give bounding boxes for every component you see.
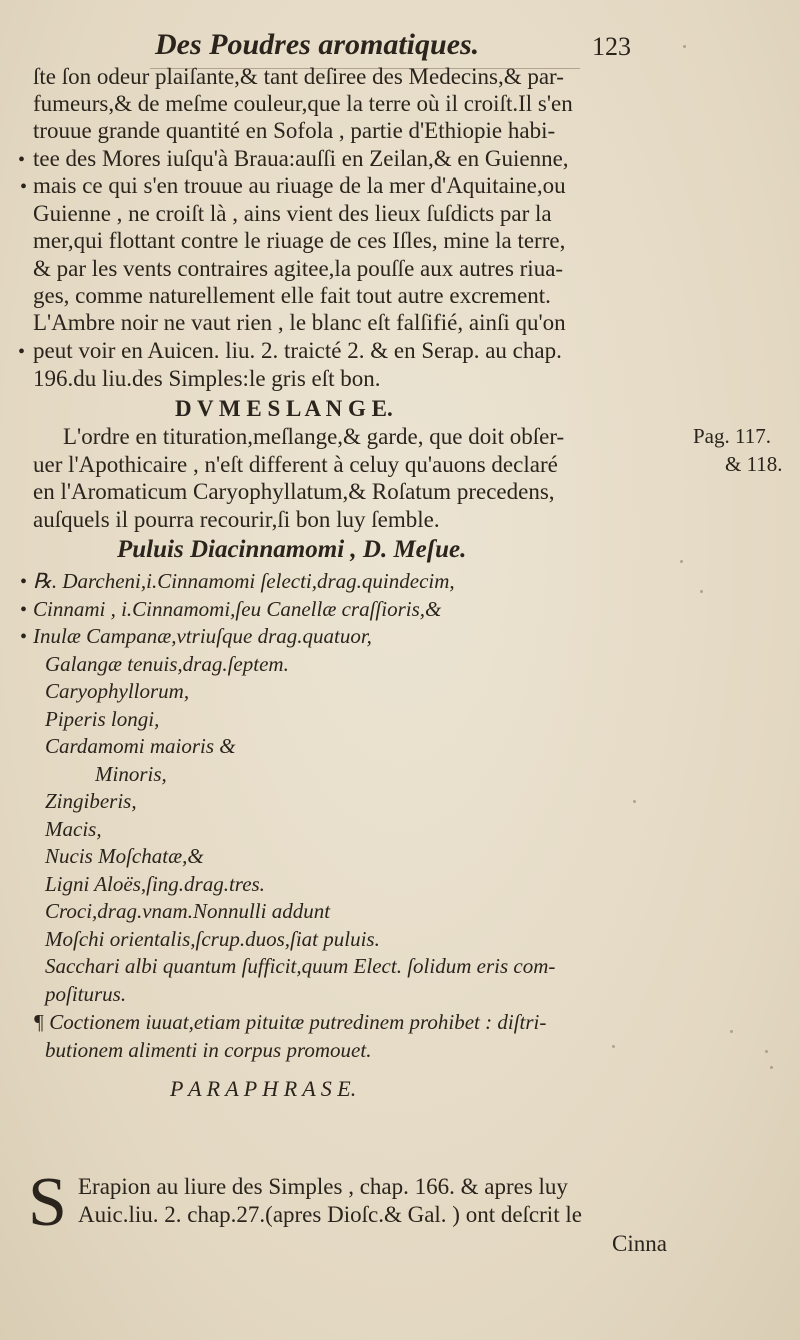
text-line: Guienne , ne croiſt là , ains vient des lieux ſuſdicts par la	[33, 201, 552, 226]
recipe-line: Ligni Aloës,ſing.drag.tres.	[45, 872, 265, 896]
paper-speck	[730, 1030, 733, 1033]
margin-dot: •	[18, 149, 26, 171]
text-line: trouue grande quantité en Sofola , partie d'Ethiopie habi-	[33, 118, 556, 143]
recipe-line: poſiturus.	[45, 982, 127, 1006]
paraphrase-heading: P A R A P H R A S E.	[170, 1076, 357, 1101]
text-line: mais ce qui s'en trouue au riuage de la mer d'Aquitaine,ou	[33, 173, 566, 198]
recipe-line: Macis,	[45, 817, 102, 841]
page-number: 123	[592, 32, 631, 61]
paper-speck	[765, 1050, 768, 1053]
paper-speck	[683, 45, 686, 48]
text-line: ſte ſon odeur plaiſante,& tant deſiree des Medecins,& par-	[33, 64, 564, 89]
paper-speck	[612, 1045, 615, 1048]
margin-note: & 118.	[725, 452, 783, 476]
text-line: fumeurs,& de meſme couleur,que la terre où il croiſt.Il s'en	[33, 91, 573, 116]
recipe-line: Sacchari albi quantum ſufficit,quum Elect. ſolidum eris com-	[45, 954, 556, 978]
paper-speck	[680, 560, 683, 563]
running-title: Des Poudres aromatiques.	[155, 28, 480, 61]
recipe-line: Moſchi orientalis,ſcrup.duos,ſiat puluis.	[45, 927, 380, 951]
recipe-line: Cinnami , i.Cinnamomi,ſeu Canellæ craſſioris,&	[33, 597, 442, 621]
paper-speck	[700, 590, 703, 593]
text-line: & par les vents contraires agitee,la pouſſe aux autres riua-	[33, 256, 564, 281]
recipe-line: Piperis longi,	[45, 707, 160, 731]
text-line: peut voir en Auicen. liu. 2. traicté 2. & en Serap. au chap.	[33, 338, 562, 363]
recipe-line: Zingiberis,	[45, 789, 137, 813]
section-heading: D V M E S L A N G E.	[175, 396, 393, 421]
text-line: 196.du liu.des Simples:le gris eſt bon.	[33, 366, 381, 391]
margin-dot: •	[20, 176, 28, 198]
text-line: ges, comme naturellement elle fait tout autre excrement.	[33, 283, 551, 308]
text-line: uer l'Apothicaire , n'eſt different à celuy qu'auons declaré	[33, 452, 558, 477]
margin-dot: •	[20, 571, 28, 593]
recipe-line: butionem alimenti in corpus promouet.	[45, 1038, 372, 1062]
recipe-line: ¶ Coctionem iuuat,etiam pituitæ putredinem prohibet : diſtri-	[33, 1010, 547, 1034]
text-line: tee des Mores iuſqu'à Braua:auſſi en Zeilan,& en Guienne,	[33, 146, 569, 171]
recipe-line: Galangæ tenuis,drag.ſeptem.	[45, 652, 289, 676]
drop-cap: S	[28, 1164, 67, 1241]
paper-speck	[770, 1066, 773, 1069]
text-line: Auic.liu. 2. chap.27.(apres Dioſc.& Gal. ) ont deſcrit le	[78, 1202, 582, 1227]
recipe-line: Nucis Moſchatæ,&	[45, 844, 204, 868]
recipe-line: Inulæ Campanæ,vtriuſque drag.quatuor,	[33, 624, 372, 648]
text-line: auſquels il pourra recourir,ſi bon luy ſemble.	[33, 507, 440, 532]
margin-dot: •	[20, 626, 28, 648]
margin-dot: •	[20, 599, 28, 621]
text-line: mer,qui flottant contre le riuage de ces Iſles, mine la terre,	[33, 228, 566, 253]
margin-note: Pag. 117.	[693, 424, 771, 448]
recipe-line: Caryophyllorum,	[45, 679, 190, 703]
paper-speck	[633, 800, 636, 803]
text-line: en l'Aromaticum Caryophyllatum,& Roſatum precedens,	[33, 479, 555, 504]
recipe-line: ℞. Darcheni,i.Cinnamomi ſelecti,drag.quindecim,	[33, 569, 455, 593]
text-line: L'ordre en tituration,meſlange,& garde, que doit obſer-	[63, 424, 565, 449]
recipe-line: Cardamomi maioris &	[45, 734, 236, 758]
recipe-line: Croci,drag.vnam.Nonnulli addunt	[45, 899, 331, 923]
recipe-title: Puluis Diacinnamomi , D. Meſue.	[117, 536, 467, 563]
text-line: Cinna	[612, 1231, 667, 1256]
recipe-line: Minoris,	[95, 762, 167, 786]
margin-dot: •	[18, 341, 26, 363]
text-line: L'Ambre noir ne vaut rien , le blanc eſt falſifié, ainſi qu'on	[33, 310, 566, 335]
text-line: Erapion au liure des Simples , chap. 166. & apres luy	[78, 1174, 568, 1199]
